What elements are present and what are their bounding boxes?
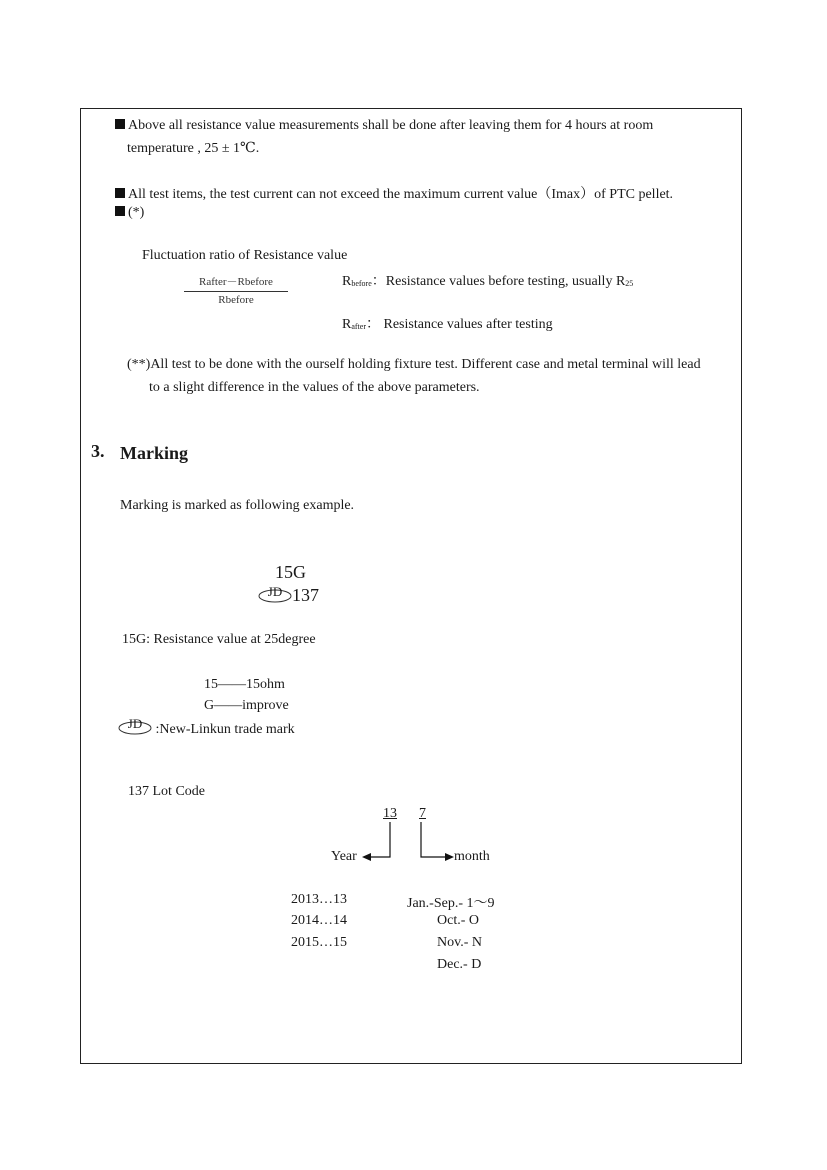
jd-logo-text: JD	[127, 716, 143, 731]
resistance-item-1: 15——15ohm	[204, 677, 285, 692]
fluctuation-title: Fluctuation ratio of Resistance value	[142, 248, 348, 263]
month-row: Jan.-Sep.- 1～9	[407, 896, 495, 911]
fluctuation-formula	[184, 273, 288, 306]
jd-logo-icon	[118, 716, 152, 735]
jd-logo-icon	[258, 584, 292, 603]
section-intro: Marking is marked as following example.	[120, 498, 355, 513]
bullet-square-icon	[115, 119, 125, 129]
r-after-definition	[342, 313, 553, 333]
note-1-line-1	[115, 118, 653, 134]
resistance-title: 15G: Resistance value at 25degree	[122, 632, 316, 647]
note-2-text: All test items, the test current can not exceed the maximum current value（Imax）of PTC pellet.	[128, 187, 674, 202]
bullet-square-icon	[115, 206, 125, 216]
formula-fraction-bar	[184, 291, 288, 292]
r-before-desc: ：Resistance values before testing, usually R	[371, 274, 626, 289]
note-3	[115, 205, 144, 221]
month-label: month	[454, 849, 490, 864]
r-before-definition	[342, 270, 633, 290]
r-before-sub: before	[351, 279, 372, 288]
year-row: 2014…14	[291, 913, 347, 928]
month-row: Dec.- D	[437, 957, 482, 972]
year-label: Year	[331, 849, 357, 864]
bullet-square-icon	[115, 188, 125, 198]
fixture-note-line-2: to a slight difference in the values of the above parameters.	[149, 380, 480, 395]
trademark-desc: :New-Linkun trade mark	[152, 722, 295, 737]
r-after-sub: after	[351, 322, 366, 331]
lot-month-digit: 7	[419, 806, 426, 821]
r-25-sub: 25	[625, 279, 634, 288]
formula-numerator: Rafter－Rbefore	[199, 276, 273, 288]
trademark-line	[118, 716, 295, 738]
year-row: 2013…13	[291, 892, 347, 907]
jd-logo-text: JD	[267, 584, 283, 599]
lot-code-arrows	[360, 820, 460, 864]
fixture-note-line-1: (**)All test to be done with the ourself holding fixture test. Different case and metal terminal will lead	[127, 357, 701, 372]
year-row: 2015…15	[291, 935, 347, 950]
note-1-line-2: temperature , 25 ± 1℃.	[127, 141, 260, 156]
formula-denominator: Rbefore	[218, 294, 254, 306]
r-after-symbol: R	[342, 317, 352, 332]
section-title: Marking	[120, 443, 189, 463]
note-1-text: Above all resistance value measurements shall be done after leaving them for 4 hours at room	[128, 118, 654, 133]
month-row: Oct.- O	[437, 913, 479, 928]
note-2	[115, 183, 673, 203]
section-number: 3.	[91, 441, 105, 461]
marking-lot: 137	[292, 585, 319, 605]
note-3-text: (*)	[128, 205, 145, 220]
lot-code-title: 137 Lot Code	[128, 784, 205, 799]
lot-year-digits: 13	[383, 806, 397, 821]
marking-line-1: 15G	[275, 562, 306, 582]
marking-line-2	[258, 585, 319, 606]
r-after-desc: ： Resistance values after testing	[366, 317, 553, 332]
month-row: Nov.- N	[437, 935, 482, 950]
r-before-symbol: R	[342, 274, 352, 289]
resistance-item-2: G——improve	[204, 698, 289, 713]
